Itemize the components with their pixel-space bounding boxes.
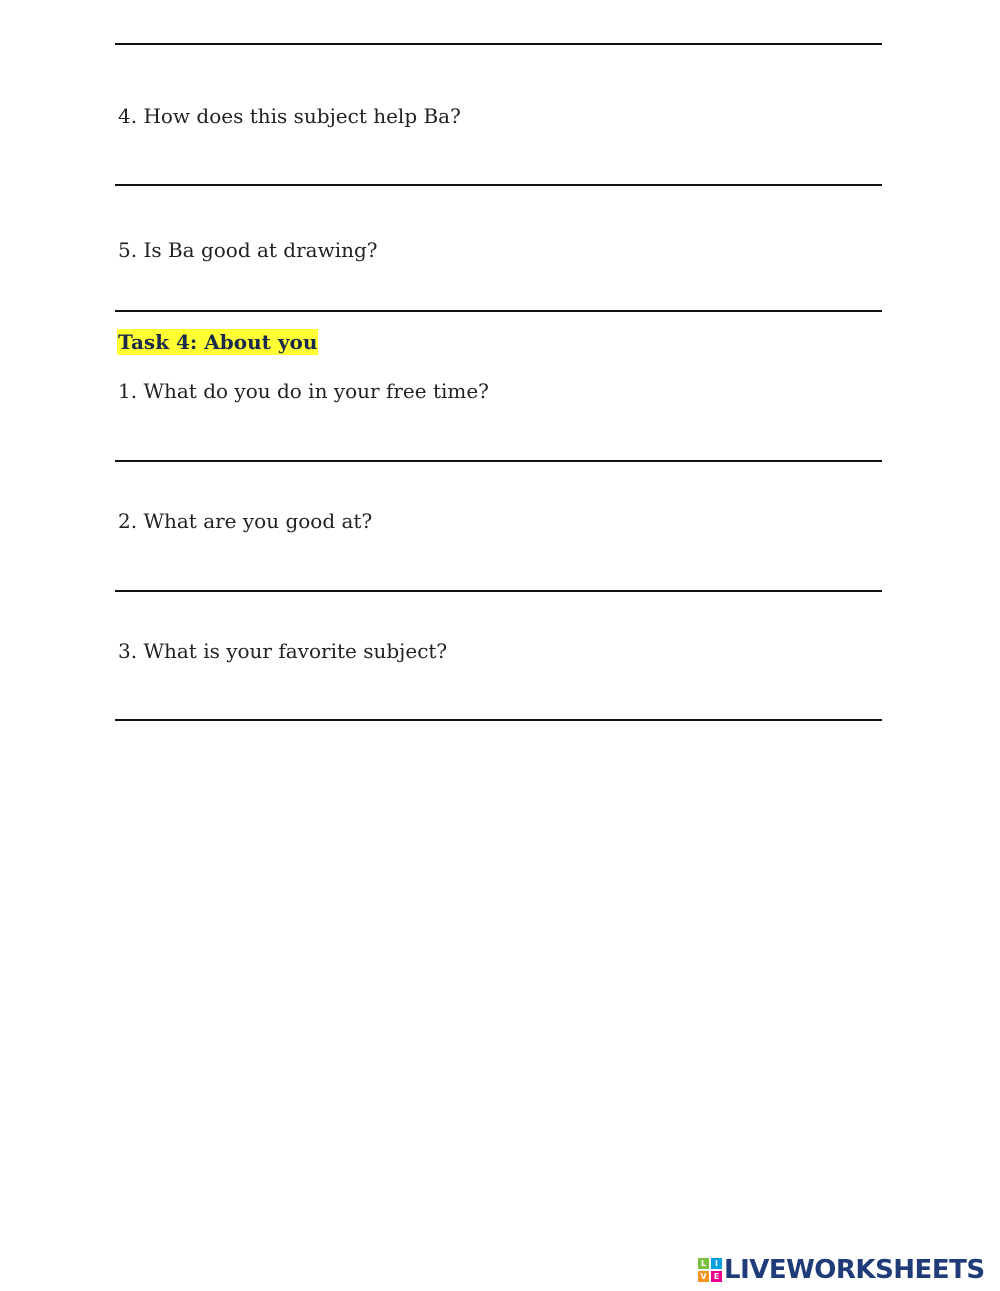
logo-mark-v: V [698, 1271, 709, 1282]
question-4: 4. How does this subject help Ba? [118, 104, 461, 128]
logo-text: LIVEWORKSHEETS [724, 1255, 985, 1285]
answer-line-top[interactable] [115, 43, 882, 45]
task4-answer-line-1[interactable] [115, 460, 882, 462]
logo-mark-i: I [711, 1258, 722, 1269]
task4-answer-line-2[interactable] [115, 590, 882, 592]
task4-question-3: 3. What is your favorite subject? [118, 639, 448, 663]
logo-mark-e: E [711, 1271, 722, 1282]
task4-question-2: 2. What are you good at? [118, 509, 373, 533]
logo-mark-icon [698, 1258, 722, 1282]
task4-question-1: 1. What do you do in your free time? [118, 379, 489, 403]
logo-mark-l: L [698, 1258, 709, 1269]
question-5: 5. Is Ba good at drawing? [118, 238, 378, 262]
answer-line-4[interactable] [115, 184, 882, 186]
task-4-heading: Task 4: About you [118, 330, 318, 354]
liveworksheets-logo [698, 1255, 985, 1285]
task4-answer-line-3[interactable] [115, 719, 882, 721]
answer-line-5[interactable] [115, 310, 882, 312]
